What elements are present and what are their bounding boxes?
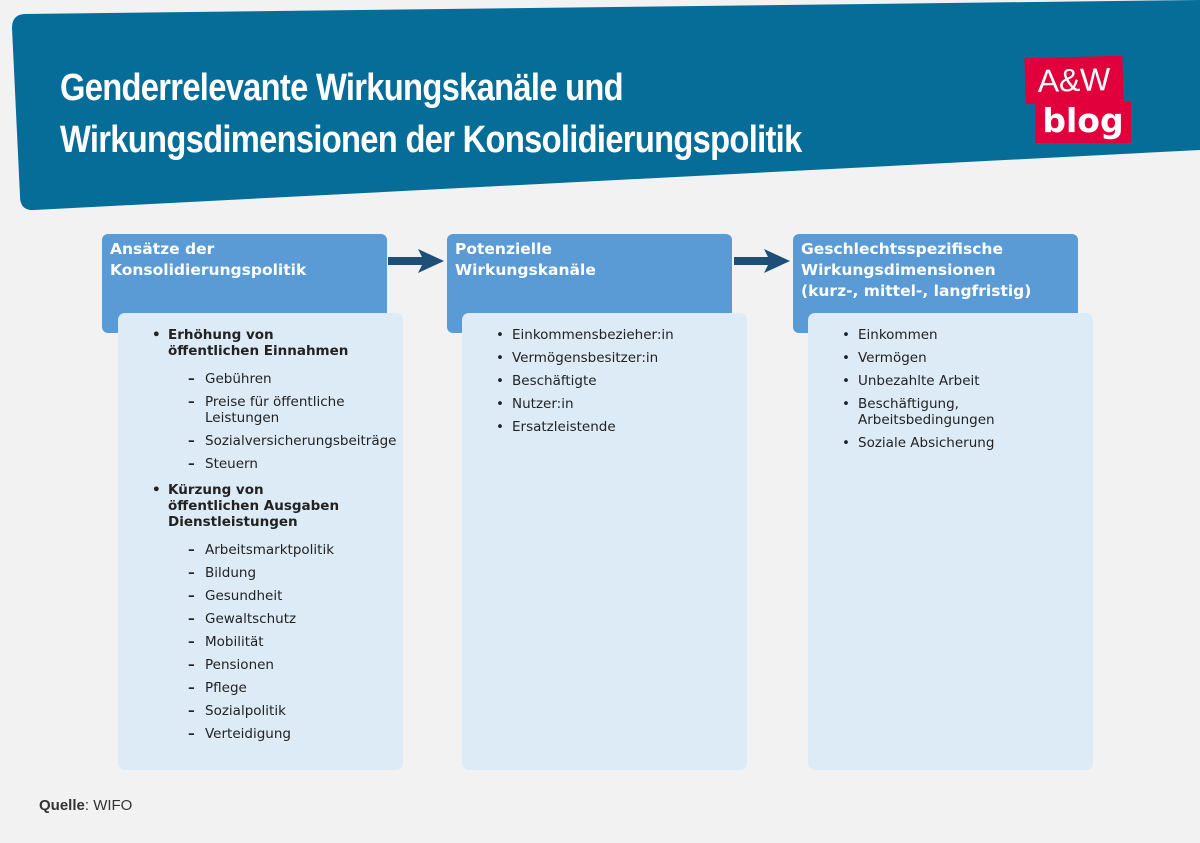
arrow-right-icon — [388, 249, 444, 273]
list-item: – Bildung — [188, 565, 403, 581]
list-item: • Einkommen — [842, 327, 1093, 343]
column-body-channels — [462, 313, 747, 770]
list-item: • Beschäftigung, Arbeitsbedingungen — [842, 396, 1008, 428]
list-item: • Nutzer:in — [496, 396, 747, 412]
column-title: Konsolidierungspolitik — [110, 261, 307, 279]
list-item: • Vermögensbesitzer:in — [496, 350, 747, 366]
column-title: Potenzielle — [455, 240, 552, 258]
list-item: – Sozialpolitik — [188, 703, 403, 719]
column-body-dimensions — [808, 313, 1093, 770]
logo-blog: blog — [1035, 101, 1131, 143]
list-item: • Einkommensbezieher:in — [496, 327, 747, 343]
arrow-right-icon — [734, 249, 790, 273]
list-item: – Mobilität — [188, 634, 403, 650]
list-item: – Gesundheit — [188, 588, 403, 604]
list-item: – Verteidigung — [188, 726, 403, 742]
group-expenditure-cut: • Kürzung von öffentlichen Ausgaben Dienstleistungen — [152, 482, 403, 530]
column-title: Geschlechtsspezifische — [801, 240, 1003, 258]
column-title: Wirkungsdimensionen — [801, 261, 996, 279]
column-title: Wirkungskanäle — [455, 261, 596, 279]
logo-aw: A&W — [1024, 56, 1123, 105]
list-item: – Arbeitsmarktpolitik — [188, 542, 403, 558]
column-body-approaches — [118, 313, 403, 770]
list-item: – Pensionen — [188, 657, 403, 673]
list-item: – Gebühren — [188, 371, 403, 387]
list-item: • Ersatzleistende — [496, 419, 747, 435]
column-title: Ansätze der — [110, 240, 215, 258]
column-title: (kurz-, mittel-, langfristig) — [801, 282, 1032, 300]
list-item: – Sozialversicherungsbeiträge — [188, 433, 403, 449]
list-item: – Pflege — [188, 680, 403, 696]
source-label: Quelle — [39, 797, 85, 814]
source-note — [39, 797, 132, 814]
source-value: : WIFO — [84, 797, 133, 814]
list-item: • Beschäftigte — [496, 373, 747, 389]
list-item: • Unbezahlte Arbeit — [842, 373, 1093, 389]
list-item: • Soziale Absicherung — [842, 435, 1093, 451]
list-item: – Preise für öffentliche Leistungen — [188, 394, 355, 426]
title-line-1: Genderrelevante Wirkungskanäle und — [60, 67, 623, 109]
list-item: • Vermögen — [842, 350, 1093, 366]
list-item: – Gewaltschutz — [188, 611, 403, 627]
list-item: – Steuern — [188, 456, 403, 472]
page-title — [60, 62, 802, 166]
title-line-2: Wirkungsdimensionen der Konsolidierungspolitik — [60, 119, 802, 161]
group-revenue-increase: • Erhöhung von öffentlichen Einnahmen — [152, 327, 403, 359]
